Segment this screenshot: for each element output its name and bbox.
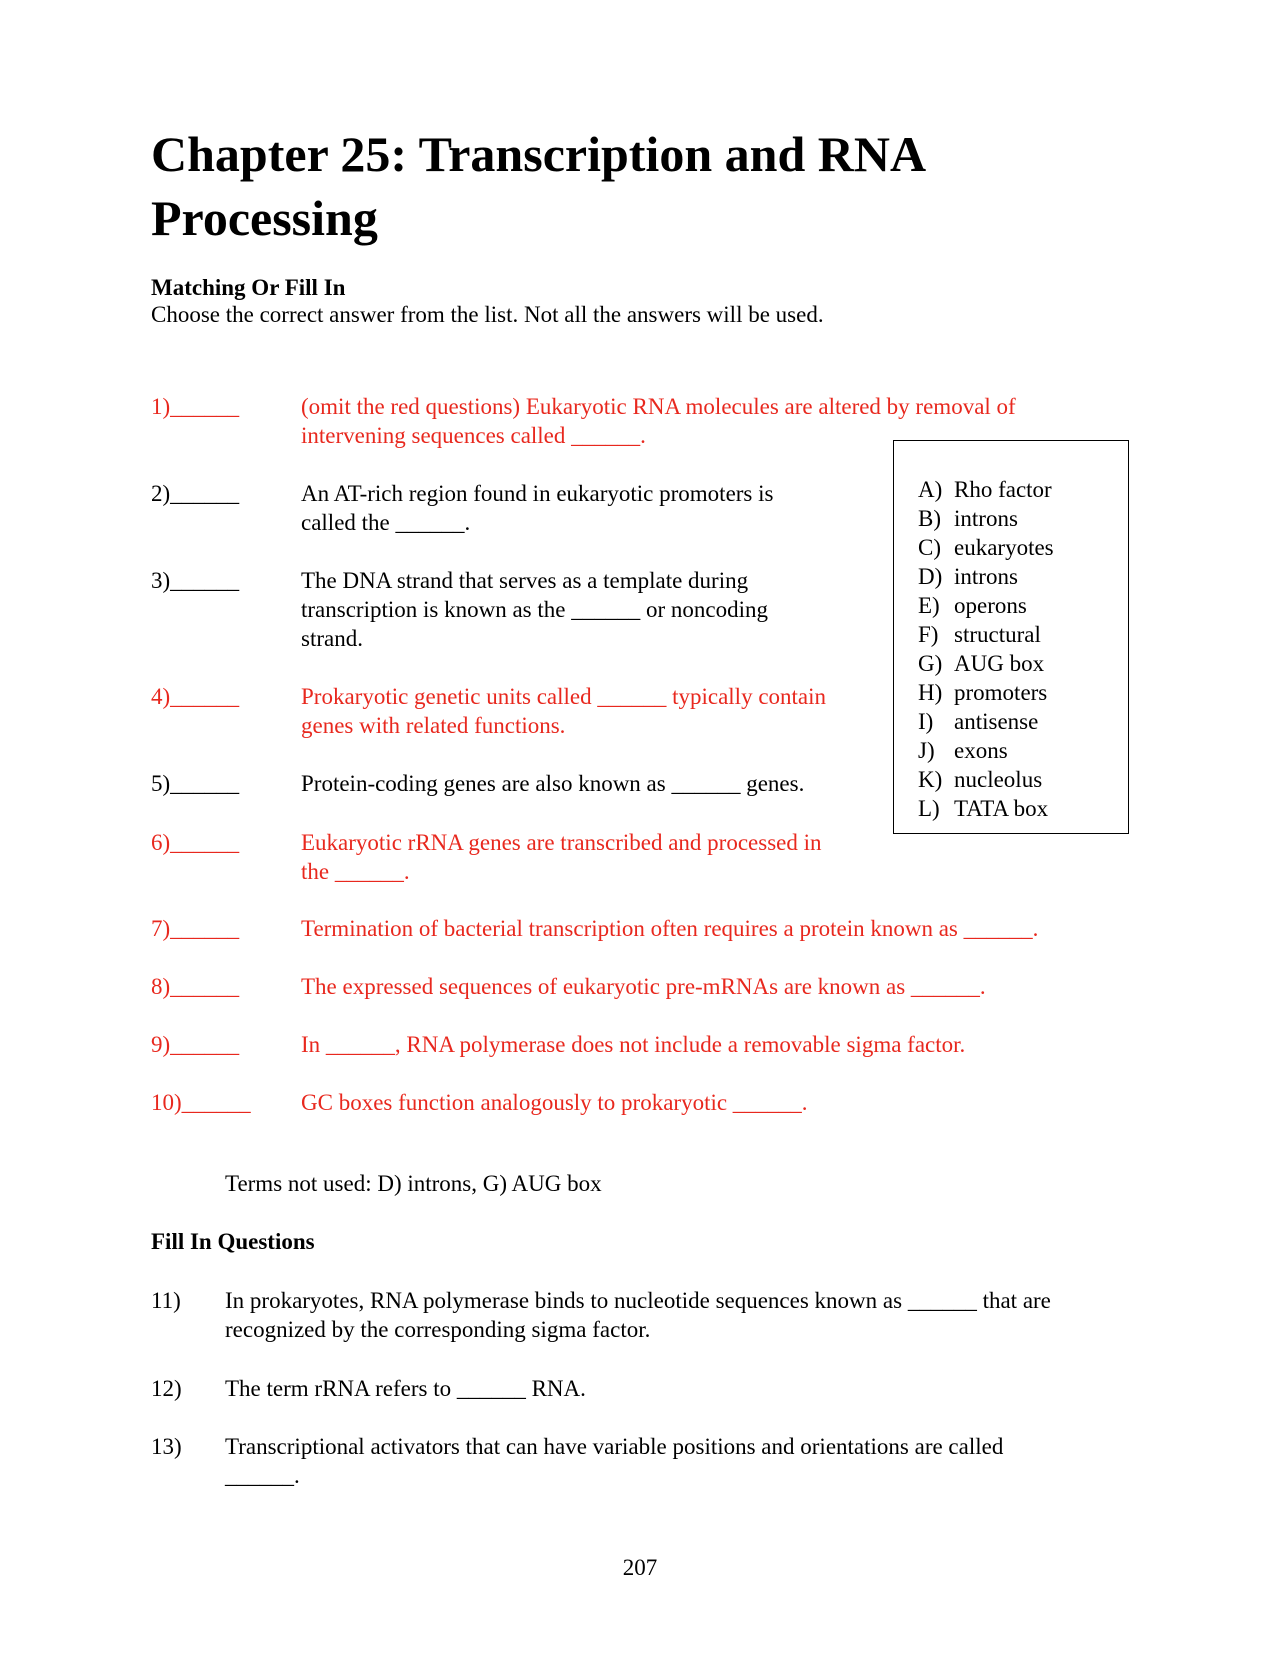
question-text-line: called the ______. — [301, 510, 471, 535]
question-text-line: transcription is known as the ______ or noncoding — [301, 597, 768, 622]
answer-choice — [918, 620, 1054, 649]
question-text — [301, 914, 1038, 943]
answer-term: introns — [954, 506, 1018, 531]
question-number: 7)______ — [151, 916, 240, 941]
question-text — [225, 1286, 1280, 1344]
question-text-line: The expressed sequences of eukaryotic pre-mRNAs are known as ______. — [301, 974, 986, 999]
question-text — [301, 828, 822, 886]
answer-letter: G) — [918, 651, 943, 676]
answer-letter: L) — [918, 796, 940, 821]
answer-term: AUG box — [954, 651, 1045, 676]
question-text — [301, 479, 773, 537]
answer-letter: A) — [918, 477, 943, 502]
question-text-line: the ______. — [301, 859, 410, 884]
answer-letter: D) — [918, 564, 943, 589]
answer-term: Rho factor — [954, 477, 1052, 502]
answer-letter: B) — [918, 506, 941, 531]
question-text-line: strand. — [301, 626, 363, 651]
question-text — [301, 1030, 965, 1059]
question-text-line: In prokaryotes, RNA polymerase binds to nucleotide sequences known as ______ that are — [225, 1288, 1051, 1313]
answer-choice — [918, 475, 1054, 504]
answer-letter: E) — [918, 593, 940, 618]
question-text-line: ______. — [225, 1463, 300, 1488]
answer-choice — [918, 504, 1054, 533]
question-number: 3)______ — [151, 568, 240, 593]
fill-in-heading: Fill In Questions — [151, 1229, 315, 1254]
title-line-1: Chapter 25: Transcription and RNA — [151, 126, 927, 182]
page-title — [151, 122, 1051, 250]
terms-not-used-note: Terms not used: D) introns, G) AUG box — [225, 1171, 602, 1196]
question-text-line: intervening sequences called ______. — [301, 423, 646, 448]
question-number: 8)______ — [151, 974, 240, 999]
question-text-line: Termination of bacterial transcription often requires a protein known as ______. — [301, 916, 1039, 941]
question-text-line: In ______, RNA polymerase does not include a removable sigma factor. — [301, 1032, 966, 1057]
answer-choice — [918, 678, 1054, 707]
answer-term: eukaryotes — [954, 535, 1054, 560]
question-text-line: Eukaryotic rRNA genes are transcribed and processed in — [301, 830, 822, 855]
answer-letter: F) — [918, 622, 939, 647]
answer-term: TATA box — [954, 796, 1049, 821]
answer-letter: H) — [918, 680, 943, 705]
answer-term: promoters — [954, 680, 1048, 705]
question-text-line: recognized by the corresponding sigma factor. — [225, 1317, 651, 1342]
page-number: 207 — [622, 1555, 658, 1580]
answer-letter: C) — [918, 535, 941, 560]
question-number: 4)______ — [151, 684, 240, 709]
question-number: 11) — [151, 1288, 181, 1313]
question-text — [225, 1374, 1280, 1403]
question-text — [225, 1432, 1280, 1490]
matching-instructions: Choose the correct answer from the list. Not all the answers will be used. — [151, 302, 824, 327]
answer-choice — [918, 562, 1054, 591]
question-number: 9)______ — [151, 1032, 240, 1057]
question-text-line: Transcriptional activators that can have variable positions and orientations are called — [225, 1434, 1004, 1459]
answer-term: introns — [954, 564, 1018, 589]
question-text-line: The DNA strand that serves as a template during — [301, 568, 749, 593]
question-number: 6)______ — [151, 830, 240, 855]
answer-choices-box — [893, 440, 1129, 834]
answer-letter: K) — [918, 767, 943, 792]
answer-term: exons — [954, 738, 1008, 763]
answer-choice — [918, 533, 1054, 562]
answer-letter: J) — [918, 738, 935, 763]
answer-list — [918, 475, 1054, 823]
answer-term: operons — [954, 593, 1027, 618]
question-text — [301, 769, 804, 798]
question-text-line: The term rRNA refers to ______ RNA. — [225, 1376, 586, 1401]
question-text-line: genes with related functions. — [301, 713, 566, 738]
answer-term: nucleolus — [954, 767, 1043, 792]
matching-heading: Matching Or Fill In — [151, 275, 346, 300]
answer-choice — [918, 736, 1054, 765]
question-number: 2)______ — [151, 481, 240, 506]
question-text-line: GC boxes function analogously to prokaryotic ______. — [301, 1090, 808, 1115]
answer-choice — [918, 794, 1054, 823]
question-number: 12) — [151, 1376, 182, 1401]
question-number: 1)______ — [151, 394, 240, 419]
question-text — [301, 972, 986, 1001]
question-text-line: Protein-coding genes are also known as ______ genes. — [301, 771, 805, 796]
question-text-line: (omit the red questions) Eukaryotic RNA molecules are altered by removal of — [301, 394, 1016, 419]
answer-choice — [918, 591, 1054, 620]
question-text — [301, 566, 768, 653]
question-number: 5)______ — [151, 771, 240, 796]
answer-choice — [918, 649, 1054, 678]
answer-letter: I) — [918, 709, 934, 734]
question-text-line: An AT-rich region found in eukaryotic promoters is — [301, 481, 774, 506]
answer-choice — [918, 707, 1054, 736]
question-text — [301, 682, 826, 740]
answer-term: structural — [954, 622, 1041, 647]
question-text — [301, 1088, 808, 1117]
question-number: 13) — [151, 1434, 182, 1459]
title-line-2: Processing — [151, 190, 378, 246]
answer-term: antisense — [954, 709, 1039, 734]
answer-choice — [918, 765, 1054, 794]
question-text-line: Prokaryotic genetic units called ______ typically contain — [301, 684, 827, 709]
question-number: 10)______ — [151, 1090, 251, 1115]
